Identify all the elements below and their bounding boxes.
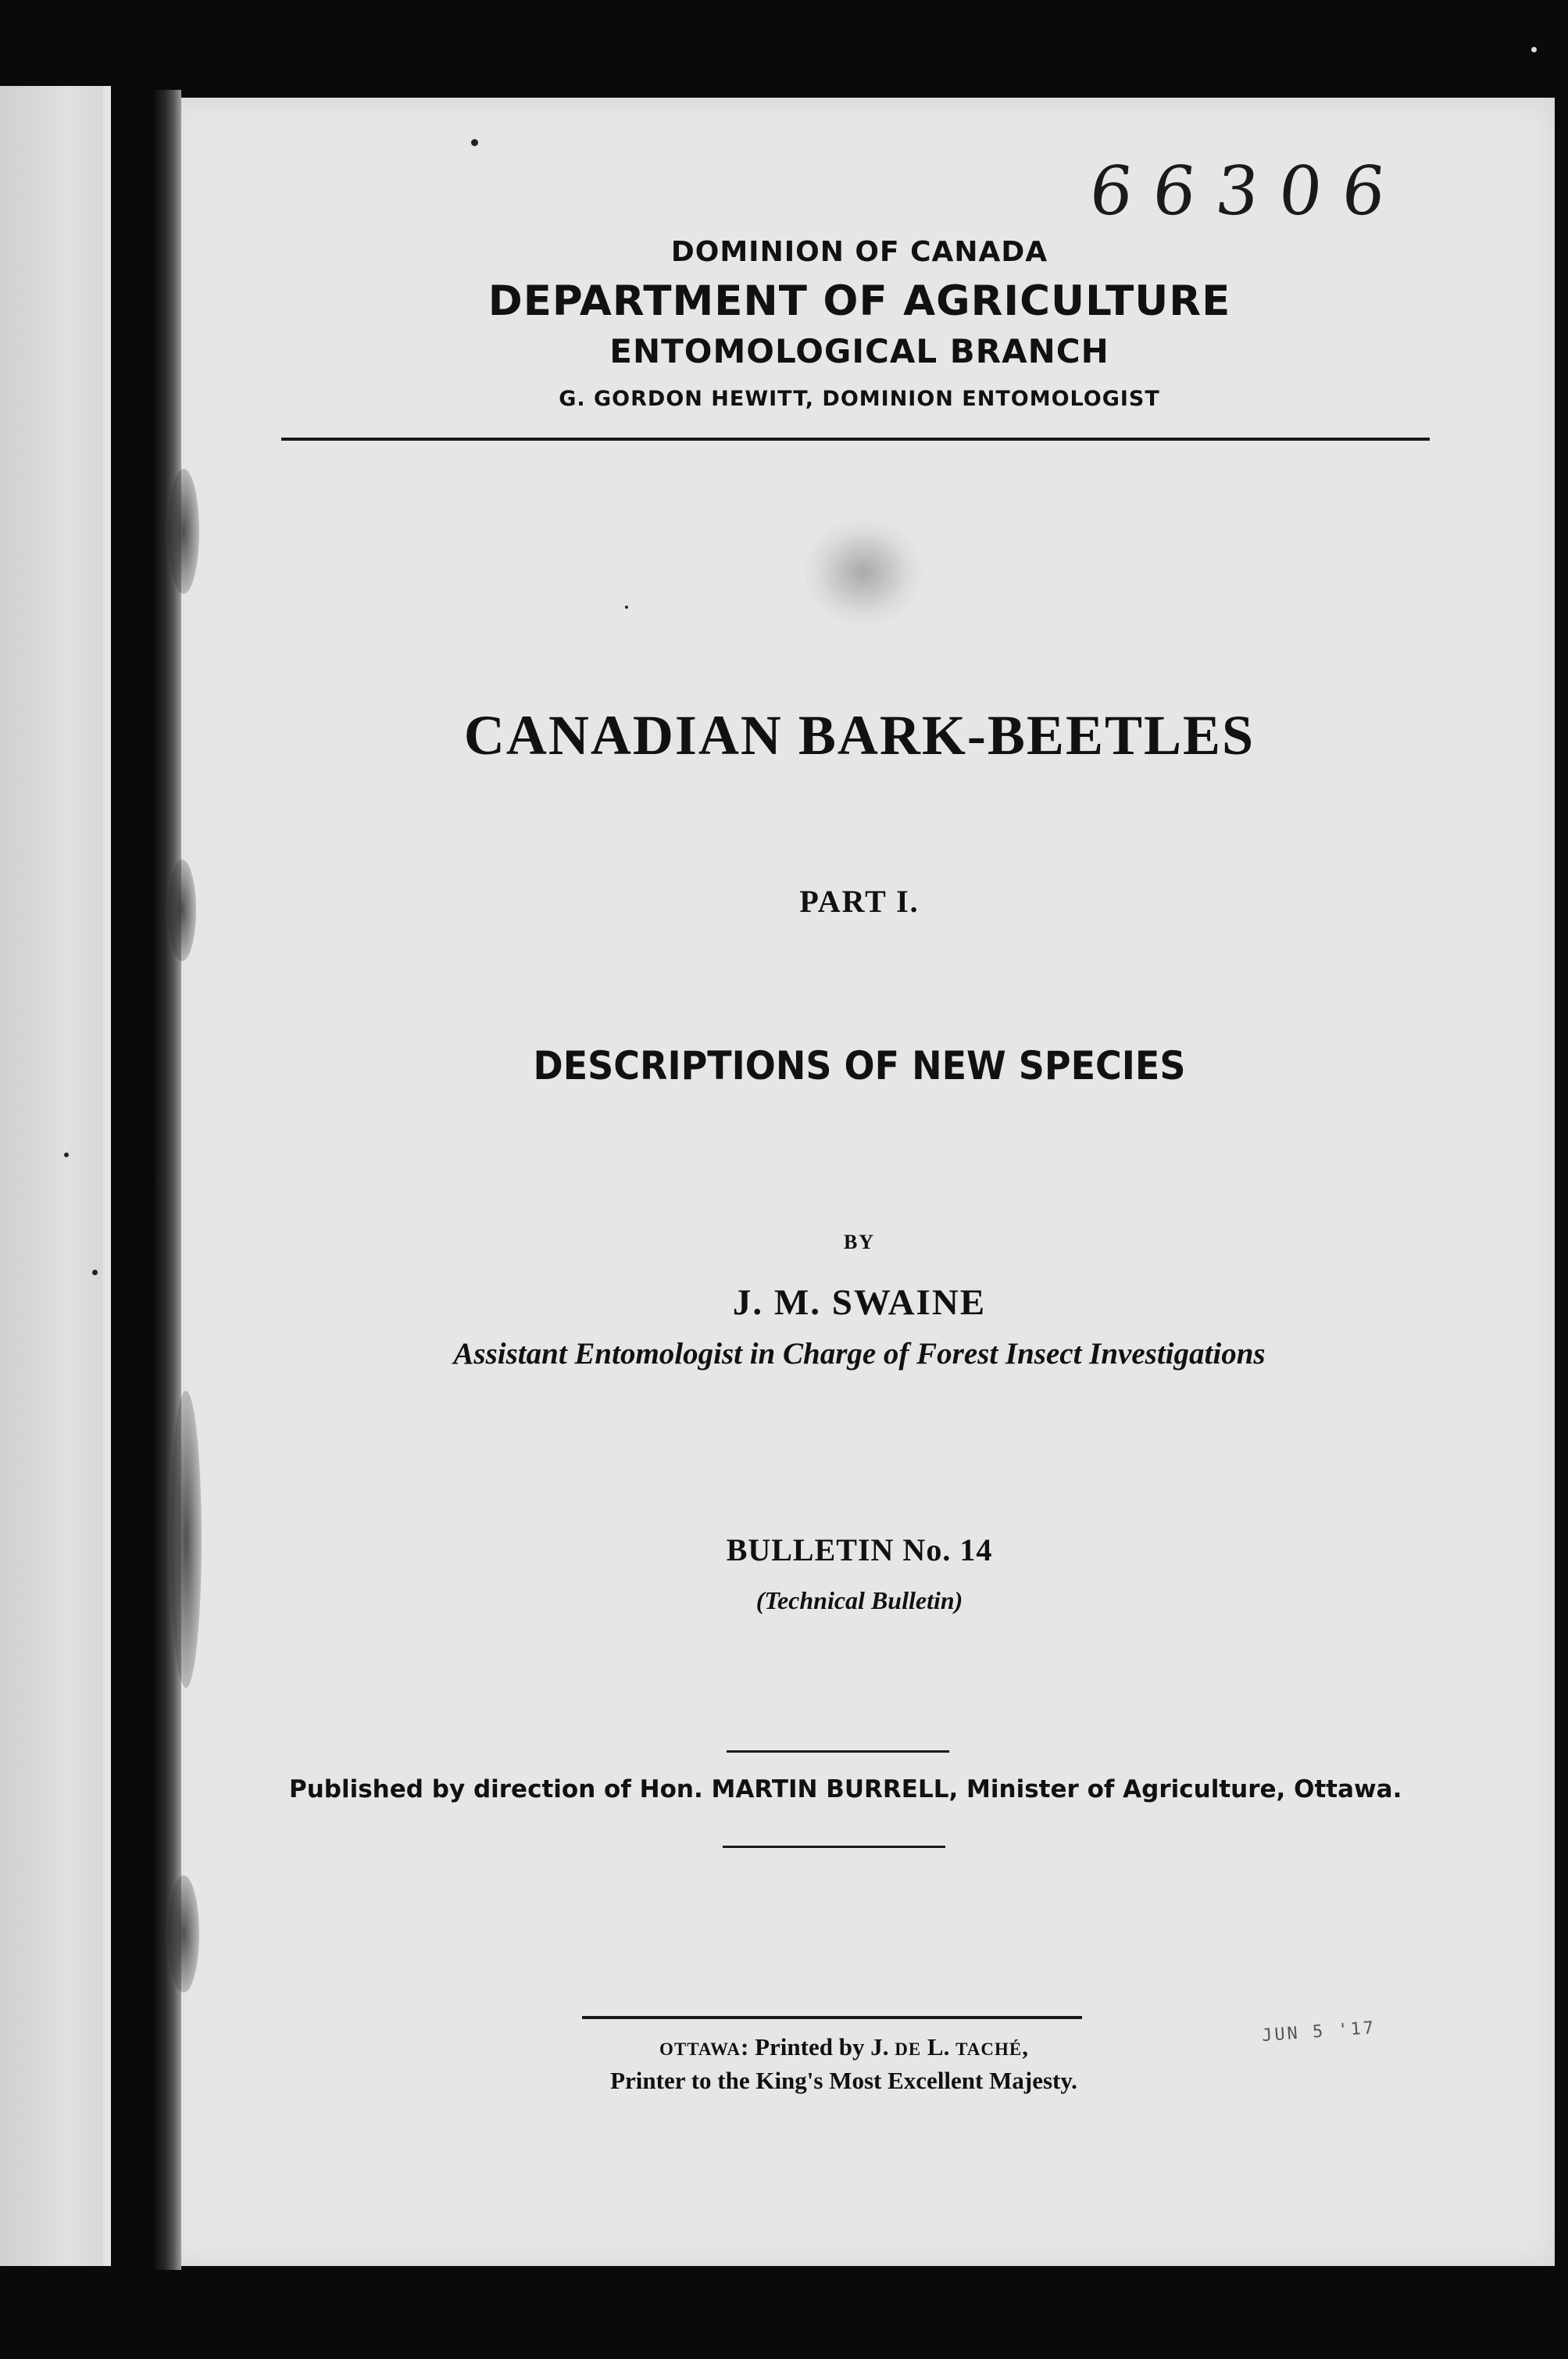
imprint-rule	[582, 2016, 1082, 2019]
publication-authority: Published by direction of Hon. MARTIN BURRELL, Minister of Agriculture, Ottawa.	[289, 1775, 1402, 1803]
header-department: DEPARTMENT OF AGRICULTURE	[488, 277, 1231, 325]
bulletin-number: BULLETIN No. 14	[726, 1532, 993, 1567]
author-name: J. M. SWAINE	[732, 1282, 987, 1323]
header-branch: ENTOMOLOGICAL BRANCH	[609, 332, 1109, 370]
part-label: PART I.	[799, 884, 920, 919]
divider-rule	[723, 1846, 945, 1848]
speck	[92, 1270, 98, 1275]
imprint-line-1	[547, 2032, 1141, 2065]
binding-stain	[168, 469, 199, 594]
speck	[1531, 47, 1537, 52]
imprint-line-2: Printer to the King's Most Excellent Majesty.	[610, 2067, 1077, 2094]
bulletin-type: (Technical Bulletin)	[755, 1586, 963, 1614]
date-stamp: JUN 5 '17	[1261, 2018, 1377, 2046]
imprint-printed-suffix: ,	[1022, 2033, 1028, 2061]
subtitle: DESCRIPTIONS OF NEW SPECIES	[533, 1043, 1186, 1088]
previous-leaf	[0, 86, 109, 2266]
ink-smudge	[805, 520, 922, 625]
imprint-printer-name: TACHÉ	[955, 2039, 1023, 2059]
header-dominion: DOMINION OF CANADA	[670, 236, 1048, 268]
divider-rule	[727, 1750, 949, 1753]
title-page	[164, 98, 1555, 2266]
binding-stain	[168, 1875, 199, 1993]
header-rule	[281, 438, 1430, 441]
speck	[471, 139, 478, 146]
printer-imprint	[547, 2032, 1141, 2096]
imprint-printer-initial: L.	[921, 2033, 956, 2061]
by-label: BY	[843, 1231, 876, 1253]
author-role: Assistant Entomologist in Charge of Forest Insect Investigations	[453, 1337, 1266, 1371]
imprint-printed-prefix: : Printed by J.	[741, 2033, 895, 2061]
speck	[64, 1153, 69, 1157]
imprint-city: OTTAWA	[659, 2039, 741, 2059]
previous-leaf-edge	[103, 86, 111, 2266]
header-entomologist: G. GORDON HEWITT, DOMINION ENTOMOLOGIST	[559, 387, 1160, 411]
speck	[625, 606, 628, 609]
imprint-de: DE	[895, 2039, 922, 2059]
page-title: CANADIAN BARK-BEETLES	[463, 704, 1255, 767]
handwritten-accession-number: 66306	[1085, 152, 1409, 231]
